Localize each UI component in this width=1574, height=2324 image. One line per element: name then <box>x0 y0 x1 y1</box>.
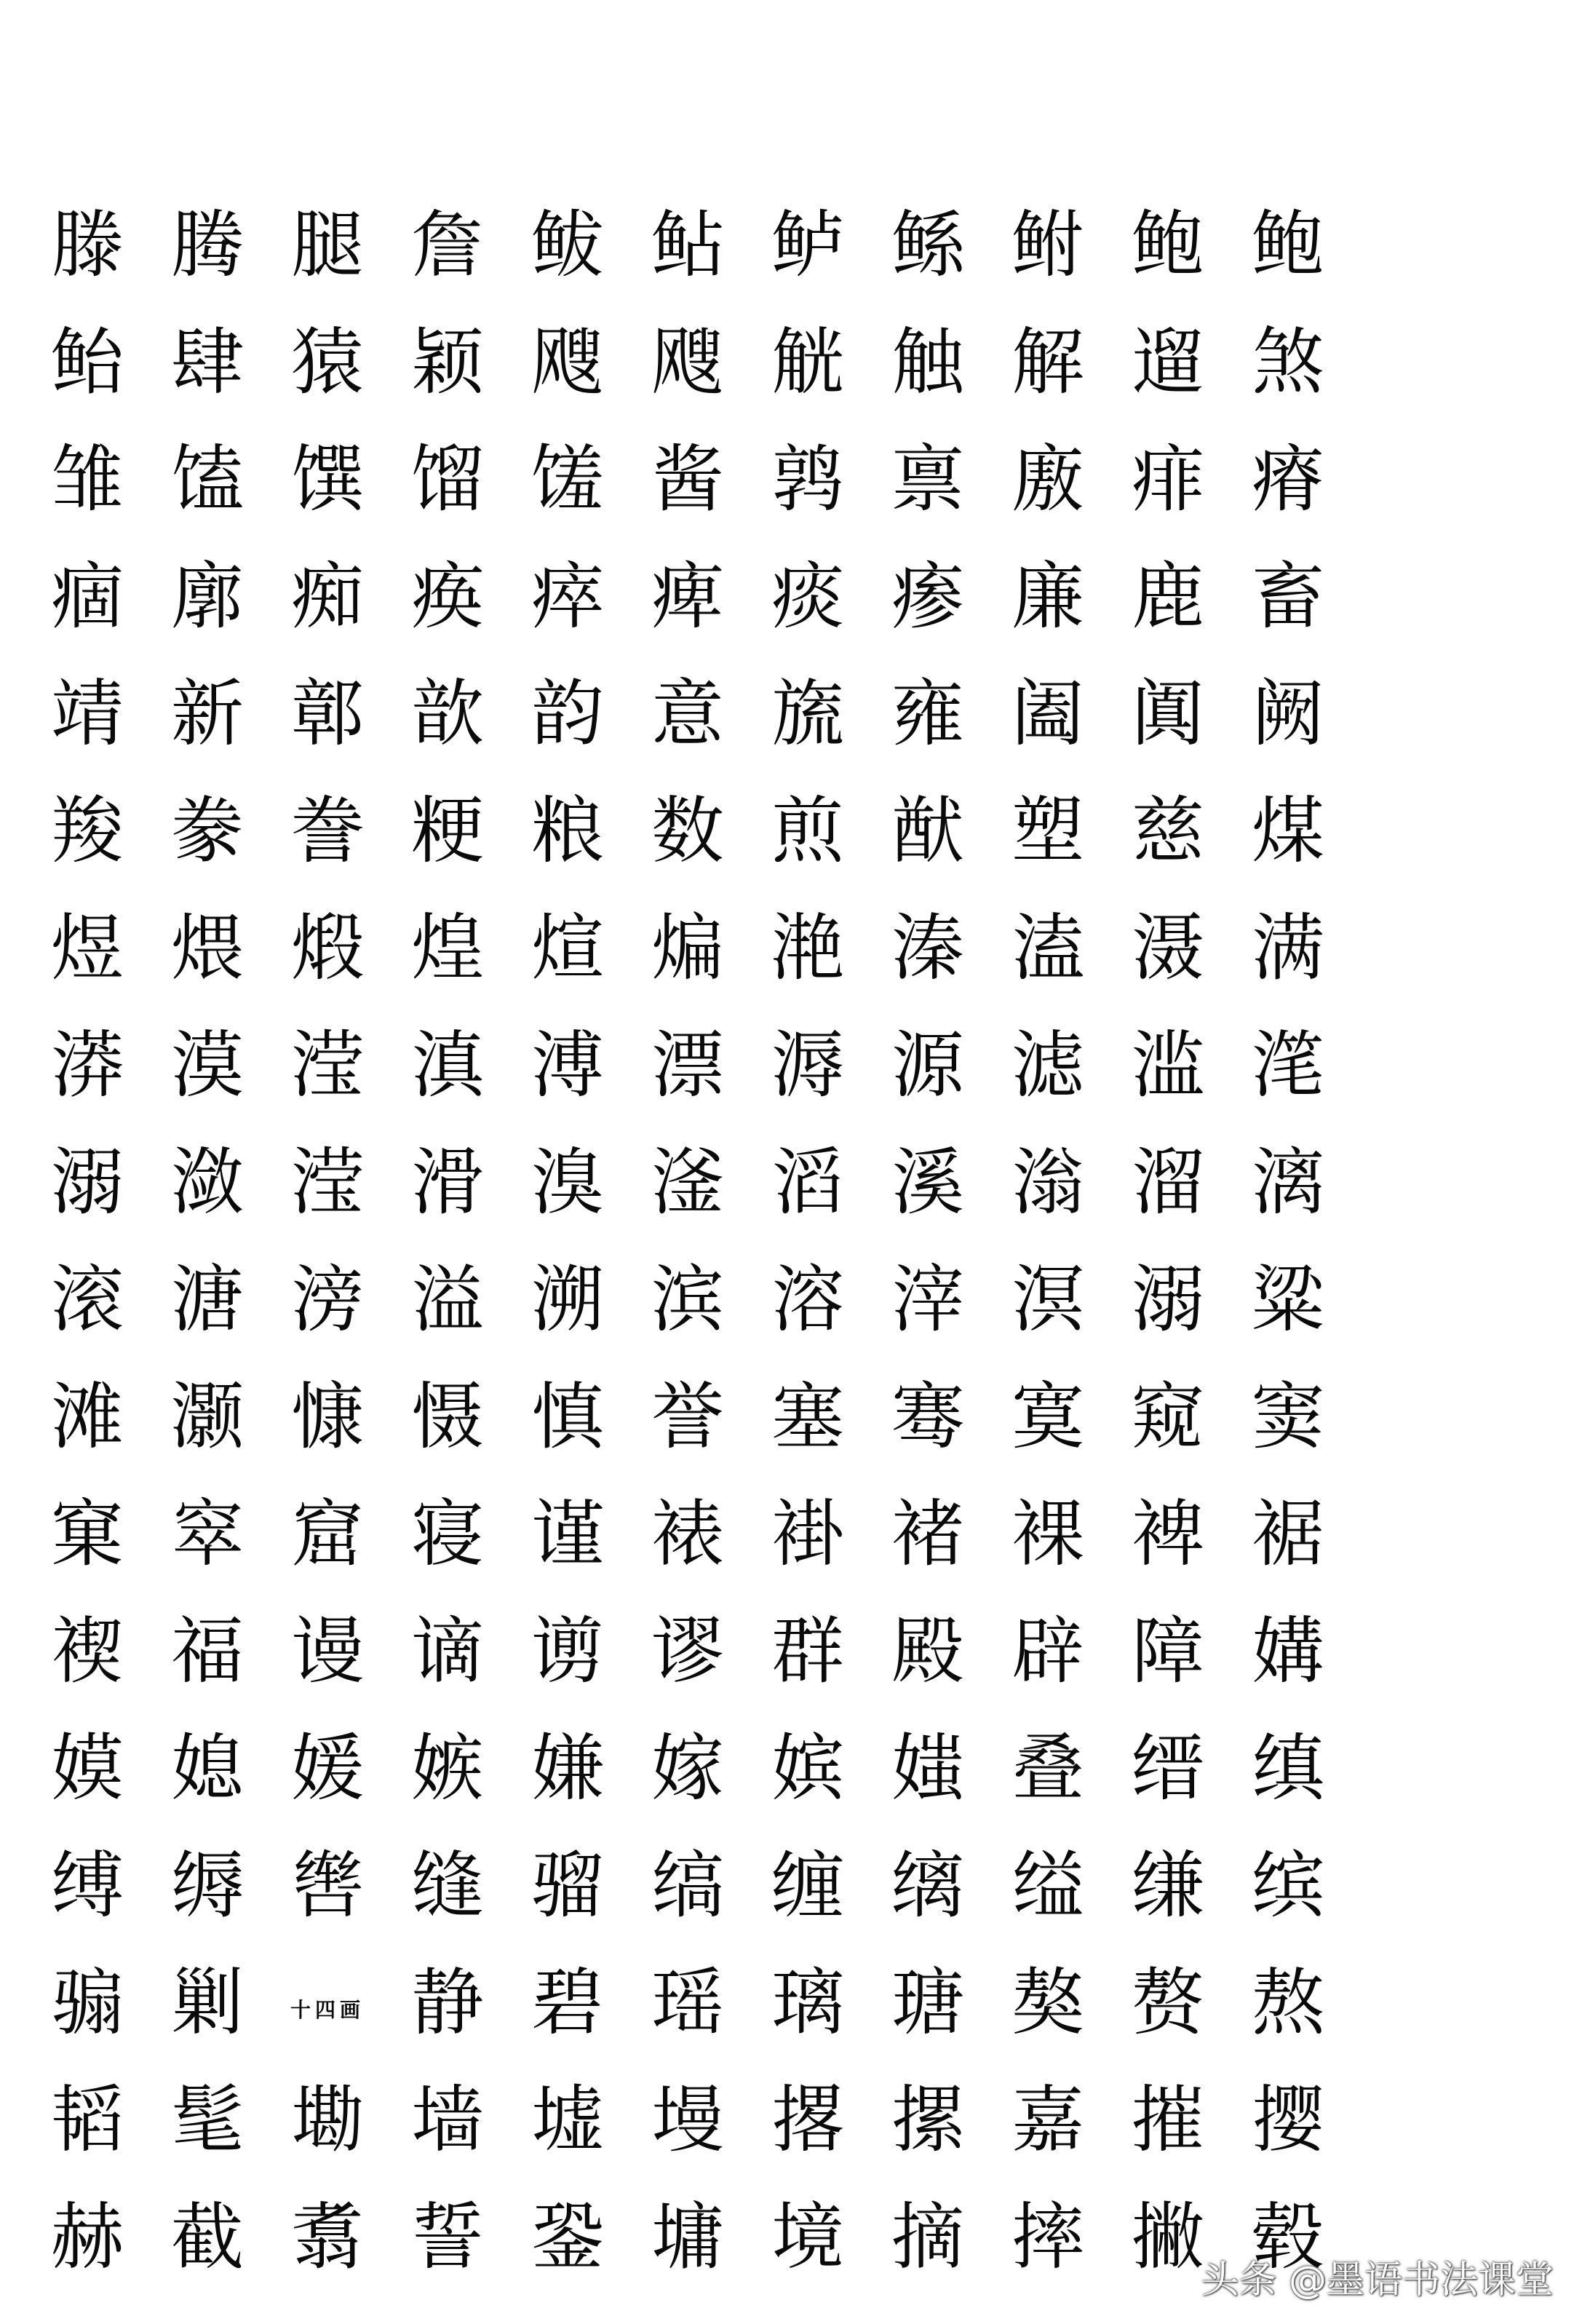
character-cell: 溯 <box>531 1257 604 1342</box>
character-cell: 裸 <box>1011 1491 1084 1577</box>
character-cell: 誓 <box>411 2194 484 2280</box>
character-cell: 墟 <box>531 2077 604 2162</box>
character-cell: 嫔 <box>771 1726 844 1811</box>
character-cell: 鲍 <box>1252 202 1324 287</box>
character-cell: 摧 <box>1132 2077 1204 2162</box>
character-cell: 褂 <box>771 1491 844 1577</box>
character-cell: 滢 <box>291 1140 364 1225</box>
character-cell: 缠 <box>771 1843 844 1928</box>
character-cell: 潋 <box>171 1140 244 1225</box>
character-cell: 阖 <box>1011 671 1084 756</box>
character-cell: 猷 <box>891 788 964 873</box>
watermark: 头条 @墨语书法课堂 <box>1201 2258 1554 2302</box>
character-cell: 煅 <box>291 905 364 991</box>
character-cell: 嫌 <box>531 1726 604 1811</box>
character-cell: 阙 <box>1252 671 1324 756</box>
character-cell: 粮 <box>531 788 604 873</box>
character-cell: 煊 <box>531 905 604 991</box>
character-cell: 毂 <box>1252 2194 1324 2280</box>
character-cell: 骞 <box>891 1374 964 1459</box>
character-cell: 滂 <box>291 1257 364 1342</box>
character-cell: 馌 <box>171 437 244 522</box>
character-cell: 馐 <box>531 437 604 522</box>
character-cell: 墁 <box>651 2077 724 2162</box>
character-cell: 滤 <box>1011 1023 1084 1108</box>
character-row <box>0 894 1574 1003</box>
character-cell: 溘 <box>1011 905 1084 991</box>
character-row <box>0 1831 1574 1940</box>
character-row <box>0 191 1574 300</box>
character-cell: 銎 <box>531 2194 604 2280</box>
character-cell: 誊 <box>291 788 364 873</box>
character-cell: 誉 <box>651 1374 724 1459</box>
character-cell: 煎 <box>771 788 844 873</box>
character-cell: 煨 <box>171 905 244 991</box>
character-cell: 滔 <box>771 1140 844 1225</box>
character-cell: 嘉 <box>1011 2077 1084 2162</box>
character-row <box>0 1245 1574 1355</box>
character-cell: 腿 <box>291 202 364 287</box>
character-cell: 觥 <box>771 320 844 405</box>
character-cell: 璃 <box>771 1960 844 2045</box>
character-cell: 鲅 <box>531 202 604 287</box>
character-row <box>0 1597 1574 1706</box>
character-cell: 颖 <box>411 320 484 405</box>
character-cell: 廒 <box>1011 437 1084 522</box>
character-cell: 慎 <box>531 1374 604 1459</box>
character-cell: 意 <box>651 671 724 756</box>
character-row <box>0 1363 1574 1472</box>
character-cell: 溶 <box>771 1257 844 1342</box>
character-cell: 煌 <box>411 905 484 991</box>
character-cell: 新 <box>171 671 244 756</box>
character-cell: 鄣 <box>291 671 364 756</box>
character-cell: 鹿 <box>1132 554 1204 639</box>
character-cell: 剿 <box>171 1960 244 2045</box>
character-cell: 媳 <box>171 1726 244 1811</box>
character-cell: 缛 <box>171 1843 244 1928</box>
character-cell: 溺 <box>51 1140 124 1225</box>
character-cell: 媛 <box>291 1726 364 1811</box>
character-cell: 墉 <box>651 2194 724 2280</box>
character-row <box>0 1714 1574 1823</box>
character-cell: 骝 <box>531 1843 604 1928</box>
character-cell: 塑 <box>1011 788 1084 873</box>
character-cell: 缙 <box>1132 1726 1204 1811</box>
character-cell: 满 <box>1252 905 1324 991</box>
character-cell: 肆 <box>171 320 244 405</box>
character-cell: 滥 <box>1132 1023 1204 1108</box>
character-cell: 谨 <box>531 1491 604 1577</box>
character-cell: 窠 <box>51 1491 124 1577</box>
character-cell: 飕 <box>651 320 724 405</box>
character-cell: 鲈 <box>771 202 844 287</box>
character-cell: 谩 <box>291 1609 364 1694</box>
character-cell: 畜 <box>1252 554 1324 639</box>
character-cell: 叠 <box>1011 1726 1084 1811</box>
character-cell: 雏 <box>51 437 124 522</box>
character-cell: 痴 <box>291 554 364 639</box>
character-cell: 灏 <box>171 1374 244 1459</box>
character-cell: 缝 <box>411 1843 484 1928</box>
character-cell: 褚 <box>891 1491 964 1577</box>
character-cell: 阗 <box>1132 671 1204 756</box>
character-cell: 腾 <box>171 202 244 287</box>
character-cell: 嫉 <box>411 1726 484 1811</box>
character-cell: 赫 <box>51 2194 124 2280</box>
character-cell: 溱 <box>891 905 964 991</box>
character-cell: 缢 <box>1011 1843 1084 1928</box>
character-cell: 群 <box>771 1609 844 1694</box>
character-cell: 鲍 <box>1132 202 1204 287</box>
character-cell: 滏 <box>651 1140 724 1225</box>
character-cell: 辟 <box>1011 1609 1084 1694</box>
character-cell: 漂 <box>651 1023 724 1108</box>
character-cell: 慑 <box>411 1374 484 1459</box>
character-cell: 数 <box>651 788 724 873</box>
character-cell: 酱 <box>651 437 724 522</box>
character-cell: 谬 <box>651 1609 724 1694</box>
character-cell: 摔 <box>1011 2194 1084 2280</box>
character-cell: 撂 <box>771 2077 844 2162</box>
character-cell: 廓 <box>171 554 244 639</box>
character-cell: 痼 <box>51 554 124 639</box>
character-cell: 滩 <box>51 1374 124 1459</box>
character-cell: 溺 <box>1132 1257 1204 1342</box>
character-cell: 褉 <box>51 1609 124 1694</box>
section-heading: 十四画 <box>290 1998 365 2022</box>
character-cell: 窣 <box>171 1491 244 1577</box>
character-cell: 摞 <box>891 2077 964 2162</box>
character-cell: 痪 <box>411 554 484 639</box>
character-cell: 羧 <box>51 788 124 873</box>
character-row <box>0 777 1574 886</box>
character-cell: 滨 <box>651 1257 724 1342</box>
character-cell: 韬 <box>51 2077 124 2162</box>
character-cell: 溪 <box>891 1140 964 1225</box>
character-cell: 溢 <box>411 1257 484 1342</box>
character-row <box>0 1011 1574 1120</box>
character-cell: 溽 <box>771 1023 844 1108</box>
character-cell: 熬 <box>1252 1960 1324 2045</box>
character-cell: 詹 <box>411 202 484 287</box>
character-cell: 寝 <box>411 1491 484 1577</box>
character-cell: 遛 <box>1132 320 1204 405</box>
character-cell: 滓 <box>891 1257 964 1342</box>
character-cell: 滢 <box>291 1023 364 1108</box>
character-cell: 骟 <box>51 1960 124 2045</box>
character-cell: 慈 <box>1132 788 1204 873</box>
character-cell: 缤 <box>1252 1843 1324 1928</box>
character-cell: 煤 <box>1252 788 1324 873</box>
character-cell: 瑭 <box>891 1960 964 2045</box>
character-cell: 鲇 <box>651 202 724 287</box>
character-cell: 靖 <box>51 671 124 756</box>
character-cell: 鲐 <box>51 320 124 405</box>
character-cell: 煸 <box>651 905 724 991</box>
character-cell: 煞 <box>1252 320 1324 405</box>
character-cell: 窟 <box>291 1491 364 1577</box>
character-cell: 瘁 <box>531 554 604 639</box>
character-row <box>0 1128 1574 1237</box>
character-cell: 滕 <box>51 202 124 287</box>
character-cell: 滗 <box>1252 1023 1324 1108</box>
character-cell: 缣 <box>1132 1843 1204 1928</box>
character-cell: 媸 <box>891 1726 964 1811</box>
character-cell: 解 <box>1011 320 1084 405</box>
character-cell: 截 <box>171 2194 244 2280</box>
character-cell: 滠 <box>1132 905 1204 991</box>
character-cell: 溴 <box>531 1140 604 1225</box>
character-cell: 瘆 <box>891 554 964 639</box>
character-cell: 窥 <box>1132 1374 1204 1459</box>
character-cell: 漓 <box>1252 1140 1324 1225</box>
character-cell: 漠 <box>171 1023 244 1108</box>
character-cell: 馏 <box>411 437 484 522</box>
character-row <box>0 425 1574 534</box>
character-cell: 触 <box>891 320 964 405</box>
character-cell: 髦 <box>171 2077 244 2162</box>
character-row <box>0 1480 1574 1589</box>
character-cell: 裨 <box>1132 1491 1204 1577</box>
character-cell: 歆 <box>411 671 484 756</box>
character-cell: 溟 <box>1011 1257 1084 1342</box>
character-cell: 旒 <box>771 671 844 756</box>
character-cell: 赘 <box>1132 1960 1204 2045</box>
character-cell: 境 <box>771 2194 844 2280</box>
character-cell: 裱 <box>651 1491 724 1577</box>
character-cell: 獒 <box>1011 1960 1084 2045</box>
character-cell: 韵 <box>531 671 604 756</box>
character-cell: 瑶 <box>651 1960 724 2045</box>
character-cell: 鲧 <box>891 202 964 287</box>
character-cell: 碧 <box>531 1960 604 2045</box>
character-row <box>0 659 1574 769</box>
character-row <box>0 308 1574 417</box>
character-cell: 滚 <box>51 1257 124 1342</box>
character-cell: 粱 <box>1252 1257 1324 1342</box>
character-cell: 谪 <box>411 1609 484 1694</box>
character-cell: 嫁 <box>651 1726 724 1811</box>
character-cell: 缡 <box>891 1843 964 1928</box>
character-cell: 漭 <box>51 1023 124 1108</box>
character-cell: 墙 <box>411 2077 484 2162</box>
character-cell: 滟 <box>771 905 844 991</box>
character-cell: 雍 <box>891 671 964 756</box>
character-cell: 鹑 <box>771 437 844 522</box>
character-cell: 裾 <box>1252 1491 1324 1577</box>
character-cell: 墈 <box>291 2077 364 2162</box>
character-row <box>0 1948 1574 2058</box>
character-cell: 飕 <box>531 320 604 405</box>
character-cell: 粳 <box>411 788 484 873</box>
character-cell: 溥 <box>531 1023 604 1108</box>
character-cell: 嫫 <box>51 1726 124 1811</box>
character-cell: 窦 <box>1252 1374 1324 1459</box>
character-cell: 谫 <box>531 1609 604 1694</box>
character-cell: 塞 <box>771 1374 844 1459</box>
character-cell: 缟 <box>651 1843 724 1928</box>
character-cell: 缜 <box>1252 1726 1324 1811</box>
character-cell: 源 <box>891 1023 964 1108</box>
character-cell: 痰 <box>771 554 844 639</box>
character-cell: 障 <box>1132 1609 1204 1694</box>
character-cell: 寞 <box>1011 1374 1084 1459</box>
character-cell: 殿 <box>891 1609 964 1694</box>
character-cell: 廉 <box>1011 554 1084 639</box>
character-cell: 煜 <box>51 905 124 991</box>
character-cell: 滑 <box>411 1140 484 1225</box>
character-cell: 痱 <box>1132 437 1204 522</box>
character-cell: 摘 <box>891 2194 964 2280</box>
character-cell: 瘠 <box>1252 437 1324 522</box>
character-row <box>0 2066 1574 2175</box>
character-cell: 翥 <box>291 2194 364 2280</box>
character-cell: 馔 <box>291 437 364 522</box>
character-cell: 静 <box>411 1960 484 2045</box>
character-row <box>0 542 1574 651</box>
character-cell: 撇 <box>1132 2194 1204 2280</box>
character-cell: 禀 <box>891 437 964 522</box>
character-cell: 豢 <box>171 788 244 873</box>
character-cell: 溜 <box>1132 1140 1204 1225</box>
character-cell: 痺 <box>651 554 724 639</box>
character-cell: 媾 <box>1252 1609 1324 1694</box>
character-cell: 滇 <box>411 1023 484 1108</box>
character-cell: 滃 <box>1011 1140 1084 1225</box>
character-cell: 缚 <box>51 1843 124 1928</box>
character-cell: 慷 <box>291 1374 364 1459</box>
character-cell: 溏 <box>171 1257 244 1342</box>
character-cell: 辔 <box>291 1843 364 1928</box>
character-cell: 福 <box>171 1609 244 1694</box>
character-cell: 鲋 <box>1011 202 1084 287</box>
character-cell: 撄 <box>1252 2077 1324 2162</box>
character-cell: 猿 <box>291 320 364 405</box>
